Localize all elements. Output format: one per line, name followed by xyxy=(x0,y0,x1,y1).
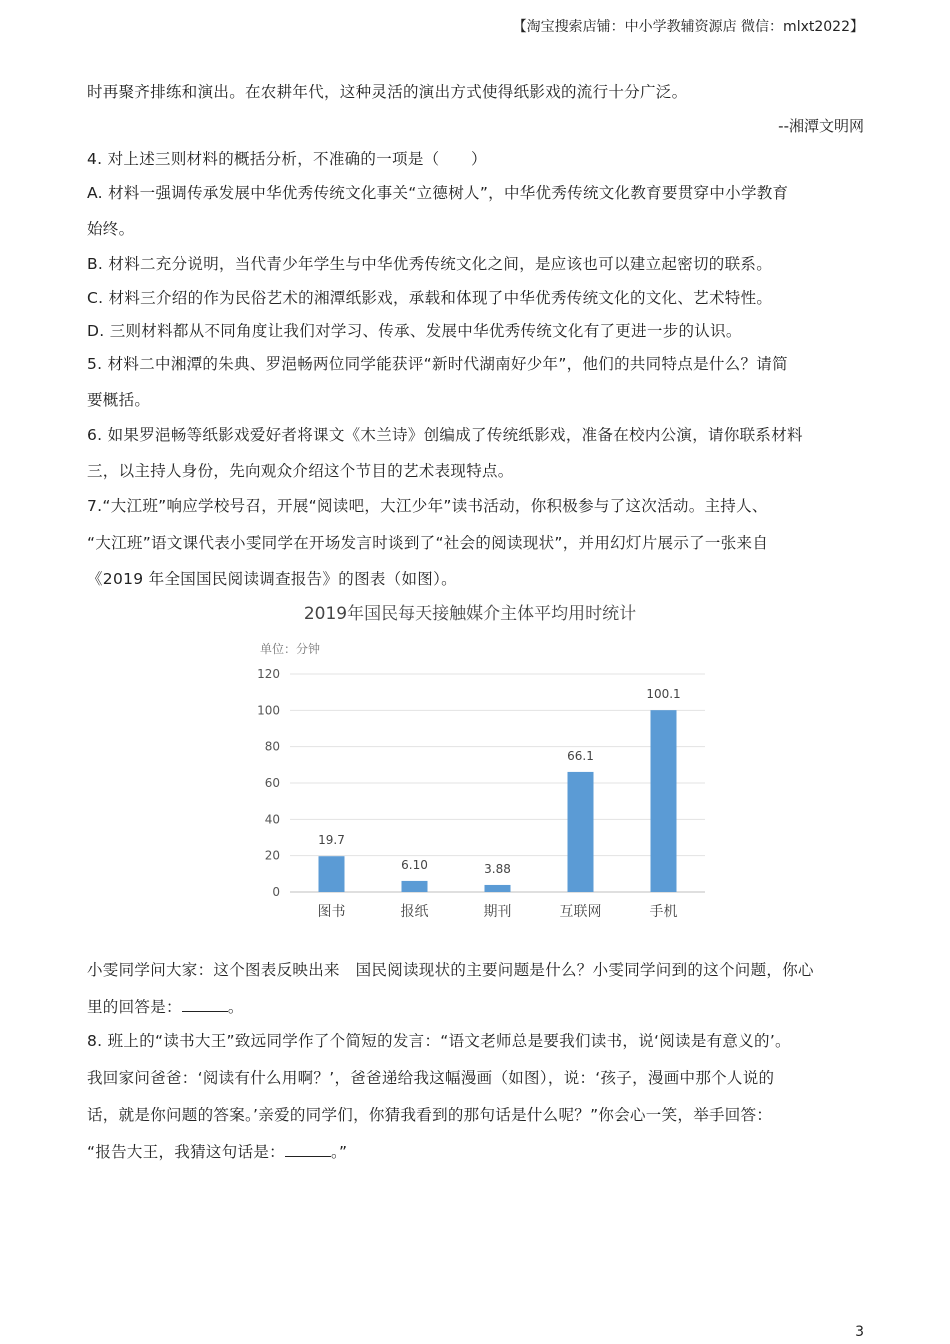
intro-line: 时再聚齐排练和演出。在农耕年代，这种灵活的演出方式使得纸影戏的流行十分广泛。 xyxy=(87,83,688,101)
bar-5 xyxy=(651,710,677,892)
q8-line-1: 8. 班上的“读书大王”致远同学作了个简短的发言：“语文老师总是要我们读书，说‘阅读是有意义的’。 xyxy=(87,1032,791,1050)
bar-value-label: 19.7 xyxy=(318,833,345,848)
q7-line-2: “大江班”语文课代表小雯同学在开场发言时谈到了“社会的阅读现状”，并用幻灯片展示了一张来自 xyxy=(87,534,769,552)
x-category-label: 互联网 xyxy=(559,904,602,920)
q7-answer-blank[interactable] xyxy=(182,997,228,1012)
bar-value-label: 100.1 xyxy=(646,687,681,702)
q7-after-line-2 xyxy=(87,995,244,1017)
q4-option-a: A. 材料一强调传承发展中华优秀传统文化事关“立德树人”，中华优秀传统文化教育要贯穿中小学教育 xyxy=(87,184,789,202)
q8-line-4 xyxy=(87,1140,347,1162)
chart-x-labels xyxy=(318,903,678,920)
q7-line-1: 7.“大江班”响应学校号召，开展“阅读吧，大江少年”读书活动，你积极参与了这次活动。主持人、 xyxy=(87,497,768,515)
y-tick-label: 20 xyxy=(264,848,280,863)
q5-line-1: 5. 材料二中湘潭的朱典、罗浥畅两位同学能获评“新时代湖南好少年”，他们的共同特点是什么？请简 xyxy=(87,355,788,373)
page-header: 【淘宝搜索店铺：中小学教辅资源店 微信：mlxt2022】 xyxy=(512,19,864,35)
bar-chart xyxy=(240,597,720,927)
chart-title: 2019年国民每天接触媒介主体平均用时统计 xyxy=(303,604,637,624)
x-category-label: 期刊 xyxy=(483,904,512,920)
x-category-label: 图书 xyxy=(317,904,346,920)
q6-line-1: 6. 如果罗浥畅等纸影戏爱好者将课文《木兰诗》创编成了传统纸影戏，准备在校内公演，请你联系材料 xyxy=(87,426,803,444)
q7-answer-end: 。 xyxy=(227,998,244,1016)
bar-4 xyxy=(568,772,594,892)
chart-gridlines xyxy=(290,674,705,892)
bar-1 xyxy=(319,856,345,892)
page-number: 3 xyxy=(855,1324,864,1340)
q7-answer-prompt: 里的回答是： xyxy=(87,998,182,1016)
bar-3 xyxy=(485,885,511,892)
source-credit: --湘潭文明网 xyxy=(778,117,864,135)
q7-after-line-1: 小雯同学问大家：这个图表反映出来 国民阅读现状的主要问题是什么？小雯同学问到的这个问题，你心 xyxy=(87,961,814,979)
q8-answer-prompt: “报告大王，我猜这句话是： xyxy=(87,1143,285,1161)
bar-value-label: 6.10 xyxy=(401,857,428,872)
q8-line-2: 我回家问爸爸：‘阅读有什么用啊？’，爸爸递给我这幅漫画（如图），说：‘孩子，漫画中那个人说的 xyxy=(87,1069,775,1087)
y-tick-label: 40 xyxy=(264,812,280,827)
y-tick-label: 120 xyxy=(257,667,280,681)
q7-line-3: 《2019 年全国国民阅读调查报告》的图表（如图）。 xyxy=(87,570,457,588)
y-tick-label: 0 xyxy=(272,885,280,899)
q6-line-2: 三，以主持人身份，先向观众介绍这个节目的艺术表现特点。 xyxy=(87,462,514,480)
q8-line-3: 话，就是你问题的答案。’亲爱的同学们，你猜我看到的那句话是什么呢？”你会心一笑，举手回答： xyxy=(87,1106,773,1124)
bar-2 xyxy=(402,881,428,892)
chart-unit: 单位：分钟 xyxy=(260,642,321,656)
x-category-label: 报纸 xyxy=(400,904,429,920)
bar-value-label: 66.1 xyxy=(567,748,594,763)
q8-answer-end: 。” xyxy=(330,1143,348,1161)
q4-option-d: D. 三则材料都从不同角度让我们对学习、传承、发展中华优秀传统文化有了更进一步的认识。 xyxy=(87,322,742,340)
q4-option-a-cont: 始终。 xyxy=(87,220,135,238)
q8-answer-blank[interactable] xyxy=(285,1142,331,1157)
y-tick-label: 80 xyxy=(264,739,280,754)
y-tick-label: 60 xyxy=(264,776,280,790)
chart-y-ticks xyxy=(257,667,280,899)
q4-option-b: B. 材料二充分说明，当代青少年学生与中华优秀传统文化之间，是应该也可以建立起密切的联系。 xyxy=(87,255,772,273)
q4-stem: 4. 对上述三则材料的概括分析，不准确的一项是（ ） xyxy=(87,150,487,168)
bar-value-label: 3.88 xyxy=(484,861,511,876)
y-tick-label: 100 xyxy=(257,703,280,718)
x-category-label: 手机 xyxy=(649,904,678,920)
chart-value-labels xyxy=(318,687,681,876)
q4-option-c: C. 材料三介绍的作为民俗艺术的湘潭纸影戏，承载和体现了中华优秀传统文化的文化、艺术特性。 xyxy=(87,289,773,307)
q5-line-2: 要概括。 xyxy=(87,391,151,409)
